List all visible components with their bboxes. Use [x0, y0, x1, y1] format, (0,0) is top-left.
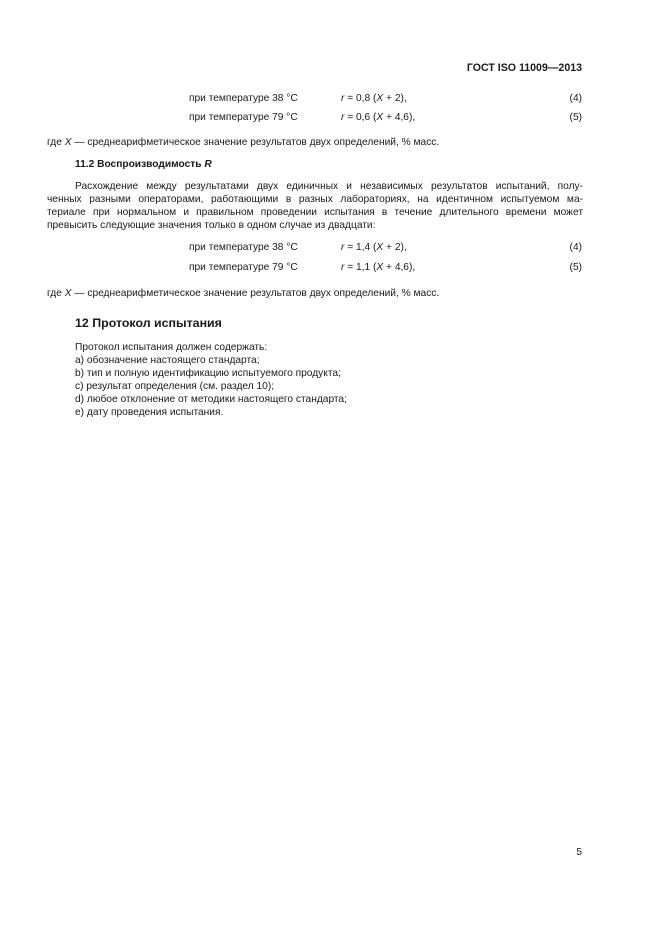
subsection-heading-reproducibility: 11.2 Воспроизводимость R — [75, 159, 212, 170]
formula-4-expression: r = 1,4 (X + 2), — [341, 242, 407, 253]
variable-note: где X — среднеарифметическое значение результатов двух определений, % масс. — [47, 137, 440, 148]
list-item: c) результат определения (см. раздел 10); — [75, 381, 275, 392]
list-item: a) обозначение настоящего стандарта; — [75, 355, 260, 366]
reproducibility-paragraph — [47, 180, 583, 232]
formula-5-number: (5) — [569, 112, 582, 123]
protocol-intro: Протокол испытания должен содержать: — [75, 342, 268, 353]
formula-4-number: (4) — [569, 242, 582, 253]
formula-4-condition: при температуре 38 °C — [189, 93, 298, 104]
page-number: 5 — [576, 847, 582, 858]
variable-note: где X — среднеарифметическое значение результатов двух определений, % масс. — [47, 288, 440, 299]
list-item: b) тип и полную идентификацию испытуемого продукта; — [75, 368, 341, 379]
formula-5-condition: при температуре 79 °C — [189, 262, 298, 273]
formula-5-expression: r = 0,6 (X + 4,6), — [341, 112, 416, 123]
list-item: e) дату проведения испытания. — [75, 407, 224, 418]
formula-4-condition: при температуре 38 °C — [189, 242, 298, 253]
paragraph-line: ченных разными операторами, работающими в разных лабораториях, на идентичном испытуемом ма- — [47, 194, 583, 205]
paragraph-line: превысить следующие значения только в одном случае из двадцати: — [47, 220, 376, 231]
formula-5-expression: r = 1,1 (X + 4,6), — [341, 262, 416, 273]
formula-5-condition: при температуре 79 °C — [189, 112, 298, 123]
paragraph-line: териале при нормальном и правильном проведении испытания в течение длительного времени может — [47, 207, 583, 218]
document-code-header: ГОСТ ISO 11009—2013 — [466, 62, 582, 74]
formula-4-number: (4) — [569, 93, 582, 104]
formula-4-expression: r = 0,8 (X + 2), — [341, 93, 407, 104]
section-heading-protocol: 12 Протокол испытания — [75, 316, 222, 330]
formula-5-number: (5) — [569, 262, 582, 273]
list-item: d) любое отклонение от методики настоящего стандарта; — [75, 394, 347, 405]
paragraph-line: Расхождение между результатами двух единичных и независимых результатов испытаний, полу- — [75, 181, 583, 192]
